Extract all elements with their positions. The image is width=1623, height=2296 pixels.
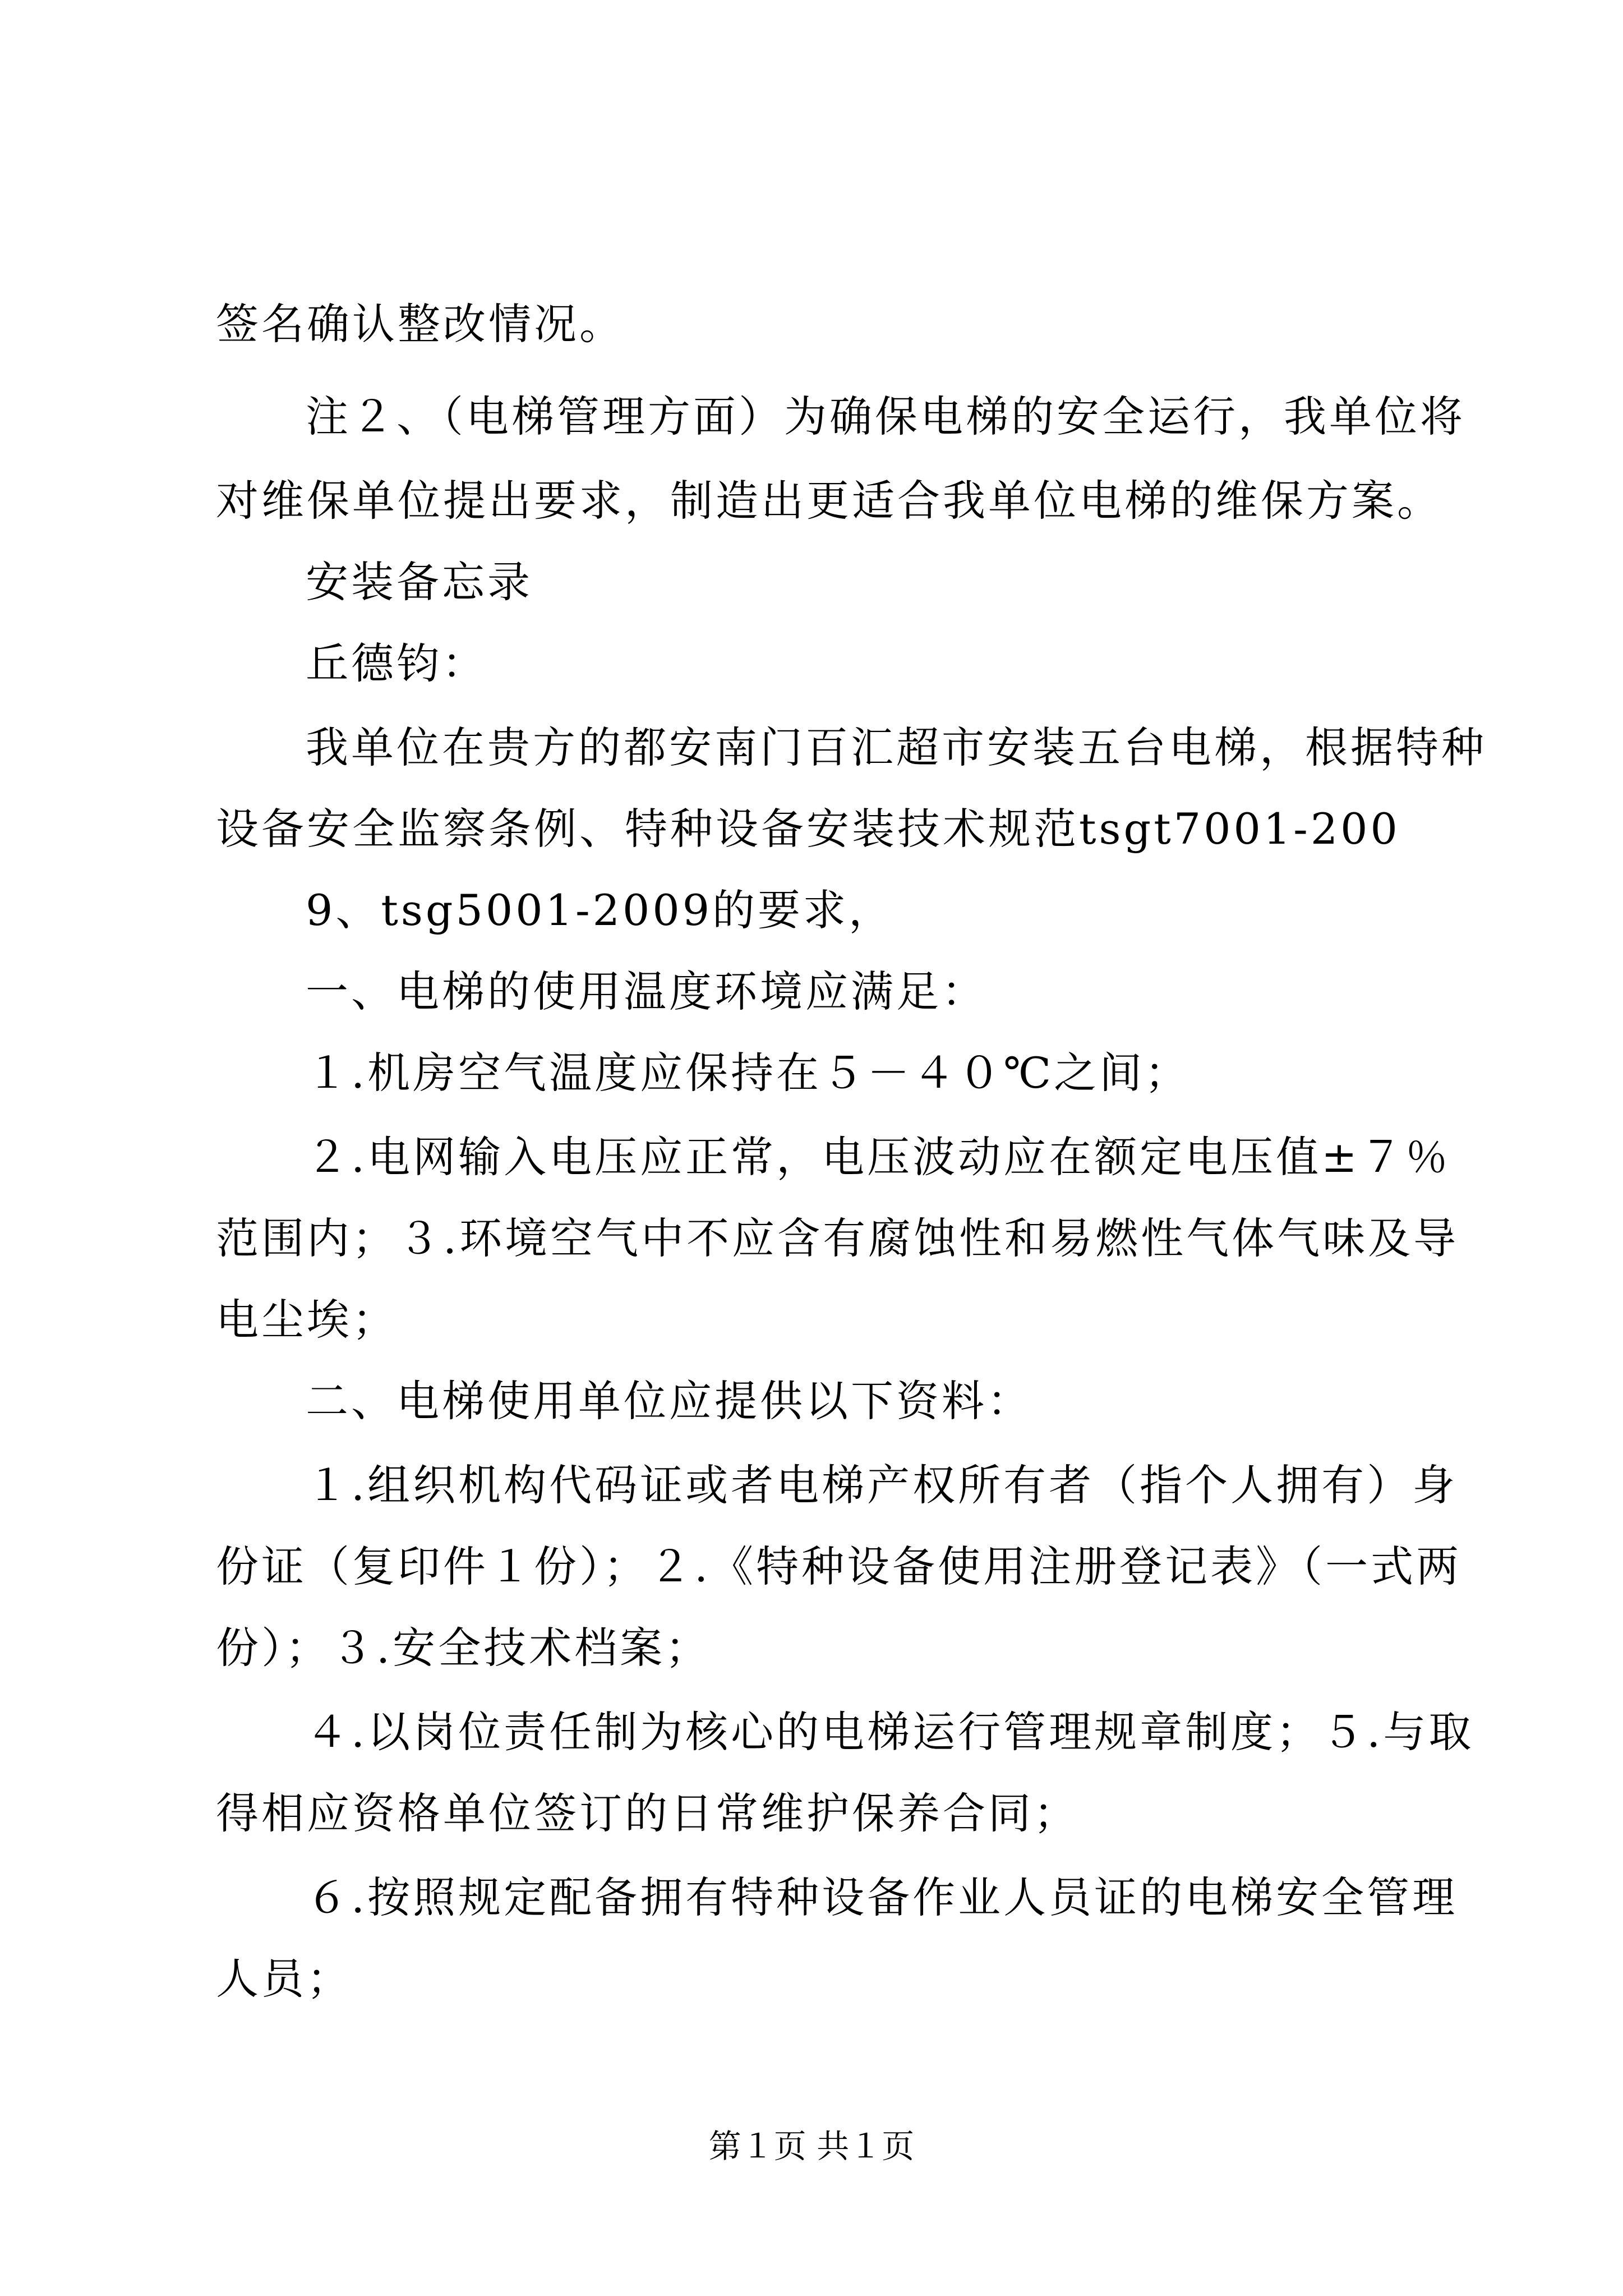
text-line: 一、电梯的使用温度环境应满足： [306, 967, 987, 1016]
text-line: 注２、（电梯管理方面）为确保电梯的安全运行，我单位将 [306, 392, 1465, 441]
text-line: 份）；３.安全技术档案； [216, 1623, 711, 1673]
text-line: ２.电网输入电压应正常，电压波动应在额定电压值±７％ [306, 1132, 1451, 1182]
text-line: ４.以岗位责任制为核心的电梯运行管理规章制度；５.与取 [306, 1707, 1474, 1757]
text-line: 人员； [216, 1954, 352, 2004]
text-line: 我单位在贵方的都安南门百汇超市安装五台电梯，根据特种 [306, 723, 1487, 772]
text-line: 份证（复印件１份）；２.《特种设备使用注册登记表》（一式两 [216, 1542, 1462, 1591]
text-line: 得相应资格单位签订的日常维护保养合同； [216, 1788, 1079, 1838]
text-line: 签名确认整改情况。 [216, 299, 625, 349]
text-line: ６.按照规定配备拥有特种设备作业人员证的电梯安全管理 [306, 1872, 1458, 1922]
salutation: 丘德钧： [306, 638, 487, 688]
page-footer: 第１页 共１页 [708, 2127, 915, 2165]
text-line: １.机房空气温度应保持在５－４０℃之间； [306, 1048, 1191, 1098]
text-line: 对维保单位提出要求，制造出更适合我单位电梯的维保方案。 [216, 476, 1442, 526]
text-line: 二、电梯使用单位应提供以下资料： [306, 1376, 1032, 1426]
text-line: 电尘埃； [216, 1295, 398, 1345]
text-line: 设备安全监察条例、特种设备安装技术规范tsgt7001-200 [216, 804, 1400, 854]
section-title: 安装备忘录 [306, 557, 533, 607]
text-line: １.组织机构代码证或者电梯产权所有者（指个人拥有）身 [306, 1460, 1458, 1510]
text-line: 9、tsg5001-2009的要求， [306, 885, 895, 935]
text-line: 范围内；３.环境空气中不应含有腐蚀性和易燃性气体气味及导 [216, 1213, 1459, 1263]
